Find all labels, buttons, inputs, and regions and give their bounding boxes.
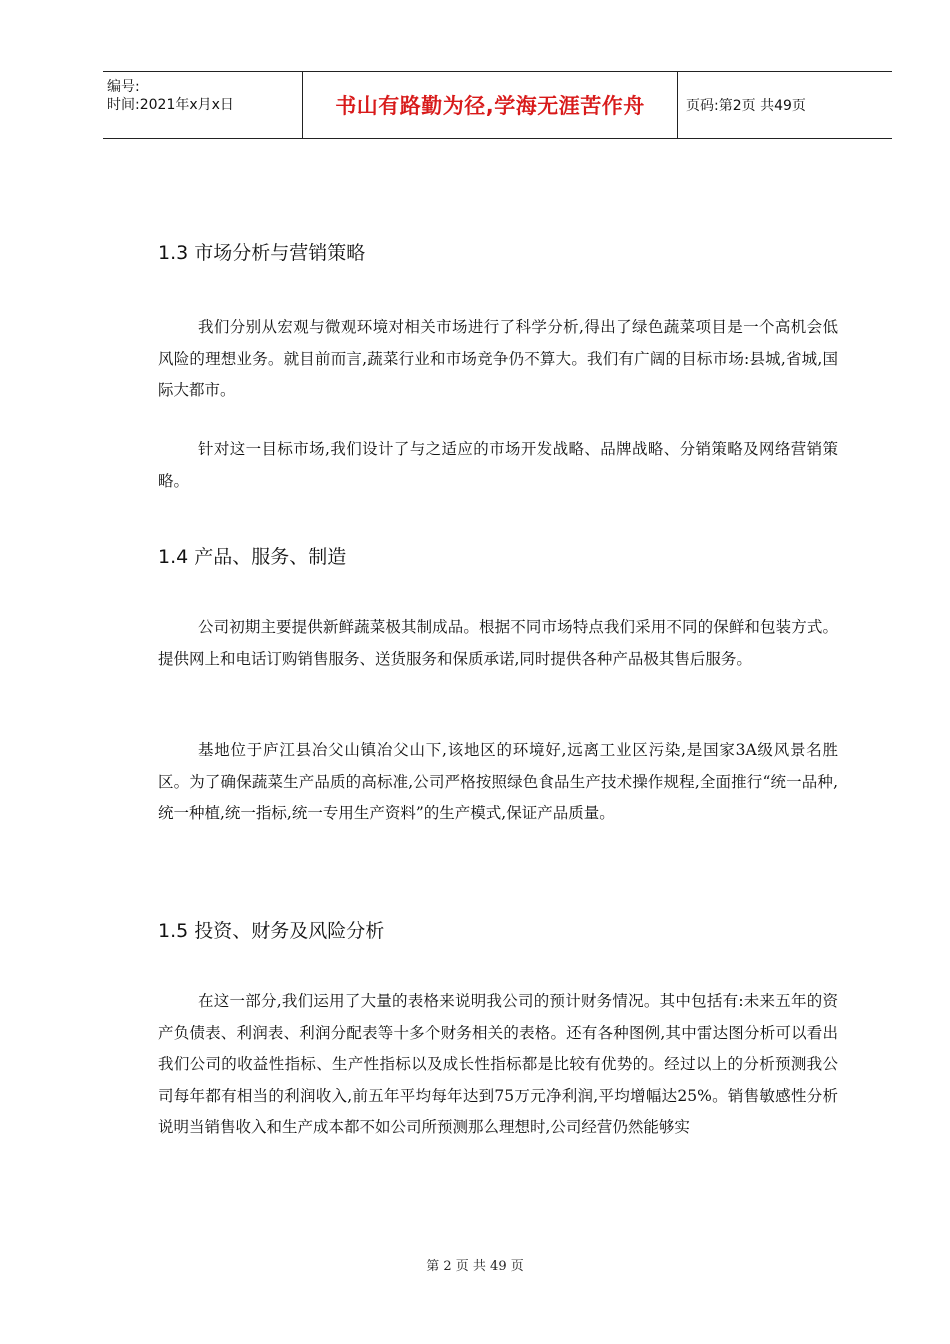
section-heading-1-4: 1.4 产品、服务、制造 <box>158 546 347 568</box>
paragraph: 基地位于庐江县冶父山镇冶父山下,该地区的环境好,远离工业区污染,是国家3A级风景名胜区。为了确保蔬菜生产品质的高标准,公司严格按照绿色食品生产技术操作规程,全面推行“统一品种,统一种植,统一指标,统一专用生产资料”的生产模式,保证产品质量。 <box>158 741 838 822</box>
page-footer: 第 2 页 共 49 页 <box>426 1259 524 1274</box>
paragraph: 针对这一目标市场,我们设计了与之适应的市场开发战略、品牌战略、分销策略及网络营销策略。 <box>158 440 838 490</box>
paragraph: 公司初期主要提供新鲜蔬菜极其制成品。根据不同市场特点我们采用不同的保鲜和包装方式。提供网上和电话订购销售服务、送货服务和保质承诺,同时提供各种产品极其售后服务。 <box>158 618 838 668</box>
document-time-label: 时间:2021年x月x日 <box>107 97 234 113</box>
section-heading-1-5: 1.5 投资、财务及风险分析 <box>158 920 385 942</box>
document-number-label: 编号: <box>107 79 140 95</box>
paragraph: 我们分别从宏观与微观环境对相关市场进行了科学分析,得出了绿色蔬菜项目是一个高机会低风险的理想业务。就目前而言,蔬菜行业和市场竞争仍不算大。我们有广阔的目标市场:县城,省城,国际大都市。 <box>158 318 838 399</box>
header-motto: 书山有路勤为径,学海无涯苦作舟 <box>303 72 678 138</box>
paragraph: 在这一部分,我们运用了大量的表格来说明我公司的预计财务情况。其中包括有:未来五年的资产负债表、利润表、利润分配表等十多个财务相关的表格。还有各种图例,其中雷达图分析可以看出我们公司的收益性指标、生产性指标以及成长性指标都是比较有优势的。经过以上的分析预测我公司每年都有相当的利润收入,前五年平均每年达到75万元净利润,平均增幅达25%。销售敏感性分析说明当销售收入和生产成本都不如公司所预测那么理想时,公司经营仍然能够实 <box>158 992 839 1136</box>
header-meta <box>103 72 303 138</box>
header-page-info: 页码:第2页 共49页 <box>686 98 806 114</box>
section-heading-1-3: 1.3 市场分析与营销策略 <box>158 242 366 264</box>
page-header <box>103 71 892 139</box>
